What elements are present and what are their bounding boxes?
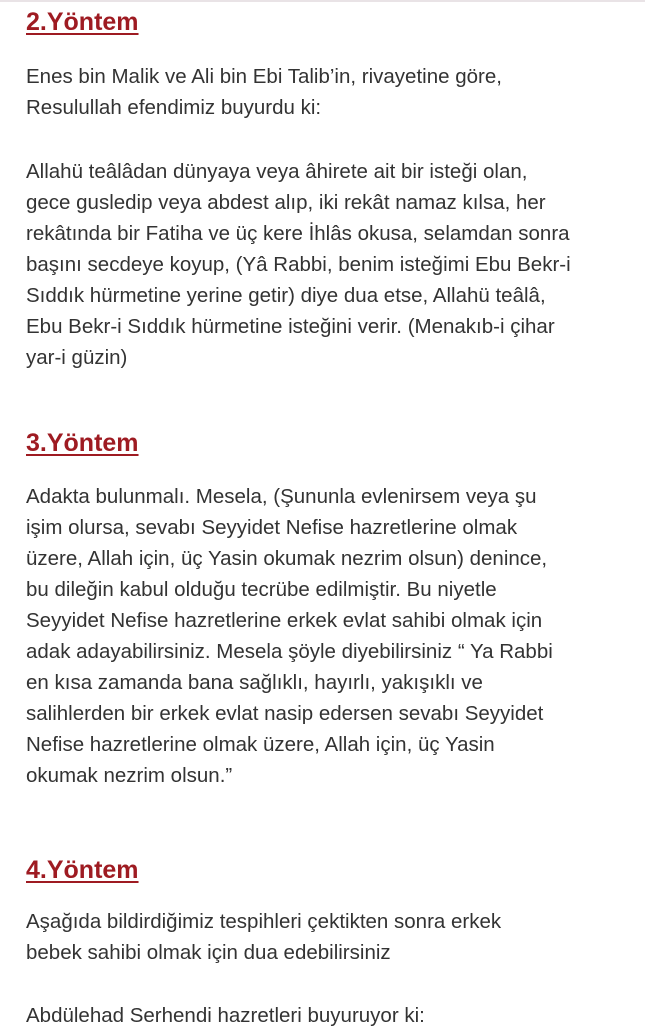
text-line: okumak nezrim olsun.”	[26, 764, 233, 787]
text-line: Resulullah efendimiz buyurdu ki:	[26, 96, 322, 119]
text-line: Aşağıda bildirdiğimiz tespihleri çektikten sonra erkek	[26, 910, 502, 933]
section-heading-3: 3.Yöntem	[26, 429, 139, 457]
text-line: salihlerden bir erkek evlat nasip edersen sevabı Seyyidet	[26, 702, 544, 725]
section-heading-2: 2.Yöntem	[26, 8, 139, 36]
text-line: Sıddık hürmetine yerine getir) diye dua etse, Allahü teâlâ,	[26, 284, 546, 307]
text-line: bu dileğin kabul olduğu tecrübe edilmiştir. Bu niyetle	[26, 578, 497, 601]
cut-off-text-line: Abdülehad Serhendi hazretleri buyuruyor ki:	[26, 1004, 425, 1027]
section-3-paragraph-1	[26, 481, 645, 791]
section-2-paragraph-2	[26, 156, 645, 373]
text-line: rekâtında bir Fatiha ve üç kere İhlâs okusa, selamdan sonra	[26, 222, 570, 245]
text-line: Ebu Bekr-i Sıddık hürmetine isteğini verir. (Menakıb-i çihar	[26, 315, 555, 338]
text-line: Enes bin Malik ve Ali bin Ebi Talib’in, rivayetine göre,	[26, 65, 502, 88]
text-line: en kısa zamanda bana sağlıklı, hayırlı, yakışıklı ve	[26, 671, 483, 694]
text-line: gece gusledip veya abdest alıp, iki rekât namaz kılsa, her	[26, 191, 546, 214]
text-line: yar-i güzin)	[26, 346, 128, 369]
text-line: Nefise hazretlerine olmak üzere, Allah için, üç Yasin	[26, 733, 495, 756]
text-line: Allahü teâlâdan dünyaya veya âhirete ait bir isteği olan,	[26, 160, 528, 183]
text-line: işim olursa, sevabı Seyyidet Nefise hazretlerine olmak	[26, 516, 518, 539]
text-line: adak adayabilirsiniz. Mesela şöyle diyebilirsiniz “ Ya Rabbi	[26, 640, 553, 663]
text-line: üzere, Allah için, üç Yasin okumak nezrim olsun) denince,	[26, 547, 548, 570]
text-line: başını secdeye koyup, (Yâ Rabbi, benim isteğimi Ebu Bekr-i	[26, 253, 571, 276]
top-divider	[0, 0, 645, 2]
section-4-paragraph-1	[26, 906, 645, 968]
section-heading-4: 4.Yöntem	[26, 856, 139, 884]
text-line: bebek sahibi olmak için dua edebilirsiniz	[26, 941, 391, 964]
section-2-paragraph-1	[26, 61, 645, 123]
text-line: Adakta bulunmalı. Mesela, (Şununla evlenirsem veya şu	[26, 485, 537, 508]
text-line: Seyyidet Nefise hazretlerine erkek evlat sahibi olmak için	[26, 609, 543, 632]
